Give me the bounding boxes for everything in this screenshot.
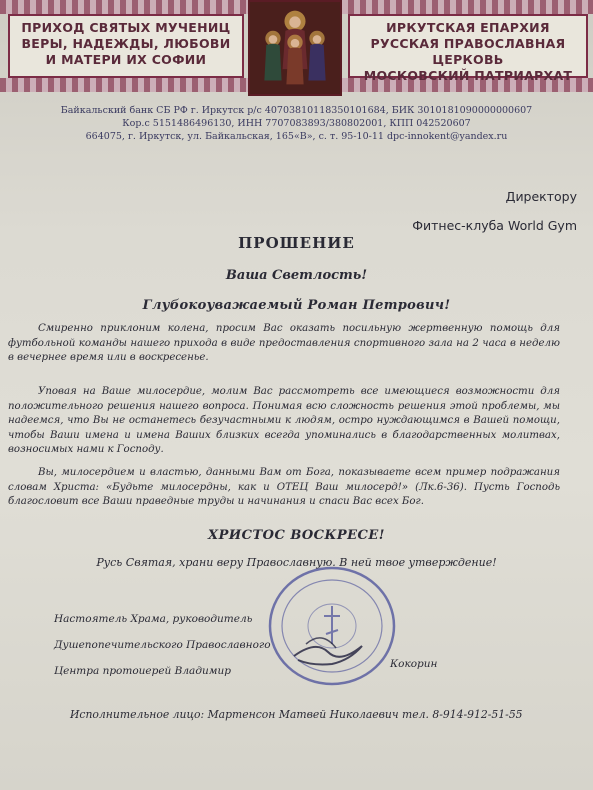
signatory-surname: Кокорин [390, 658, 438, 670]
greeting-name: Глубокоуважаемый Роман Петрович! [142, 298, 451, 313]
greeting-title: Ваша Светлость! [225, 268, 368, 283]
addressee-line-1: Директору [505, 189, 577, 204]
diocese-name [348, 14, 588, 83]
icon-image [248, 0, 342, 96]
signature-line-3: Центра протоиерей Владимир [54, 665, 231, 677]
addressee-line-2: Фитнес-клуба World Gym [412, 218, 577, 233]
paragraph-1: Смиренно приклоним колена, просим Вас оказать посильную жертвенную помощь для футбольной команды нашего прихода в виде предоставления спортивного зала на 2 часа в неделю в вечернее время или в воскресенье. [8, 323, 560, 363]
parish-line-1: ПРИХОД СВЯТЫХ МУЧЕНИЦ [21, 20, 231, 35]
executor-contact: Исполнительное лицо: Мартенсон Матвей Николаевич тел. 8-914-912-51-55 [70, 708, 523, 721]
parish-line-2: ВЕРЫ, НАДЕЖДЫ, ЛЮБОВИ [21, 36, 231, 51]
parish-line-3: И МАТЕРИ ИХ СОФИИ [45, 52, 207, 67]
addressee [412, 182, 577, 240]
signature-block [54, 606, 271, 684]
saints-icon [250, 2, 340, 94]
paragraph-2: Уповая на Ваше милосердие, молим Вас рассмотреть все имеющиеся возможности для положительного решения нашего вопроса. Понимая всю сложность решения этой проблемы, мы надеемся, что Вы не останетесь безучастными к людям, остро нуждающимся в Вашей помощи, чтобы Ваши имена и имена Ваших близких всегда упоминались в благодарственных молитвах, возносимых нами к Господу. [8, 386, 560, 455]
diocese-line-3: МОСКОВСКИЙ ПАТРИАРХАТ [363, 68, 573, 83]
requisites-line-2: Кор.с 5151486496130, ИНН 7707083893/380802001, КПП 042520607 [122, 118, 471, 129]
signature-line-1: Настоятель Храма, руководитель [54, 613, 253, 625]
parish-name [8, 14, 244, 78]
slogan-line: Русь Святая, храни веру Православную. В ней твое утверждение! [96, 556, 497, 569]
letterhead [0, 0, 593, 100]
requisites-line-3: 664075, г. Иркутск, ул. Байкальская, 165«В», с. т. 95-10-11 dpc-innokent@yandex.ru [85, 131, 508, 142]
document-title: ПРОШЕНИЕ [238, 234, 355, 252]
requisites [0, 104, 593, 143]
requisites-line-1: Байкальский банк СБ РФ г. Иркутск р/с 40703810118350101684, БИК 3010181090000000607 [60, 105, 533, 116]
paragraph-3: Вы, милосердием и властью, данными Вам от Бога, показываете всем пример подражания словам Христа: «Будьте милосердны, как и ОТЕЦ Ваш милосерд!» (Лк.6-36). Пусть Господь благословит все Ваши праведные труды и начинания и спаси Вас всех Бог. [8, 467, 560, 507]
slogan: ХРИСТОС ВОСКРЕСЕ! [208, 528, 385, 543]
diocese-line-2: РУССКАЯ ПРАВОСЛАВНАЯ ЦЕРКОВЬ [370, 36, 566, 67]
diocese-line-1: ИРКУТСКАЯ ЕПАРХИЯ [386, 20, 550, 35]
signature-line-2: Душепопечительского Православного [54, 639, 271, 651]
